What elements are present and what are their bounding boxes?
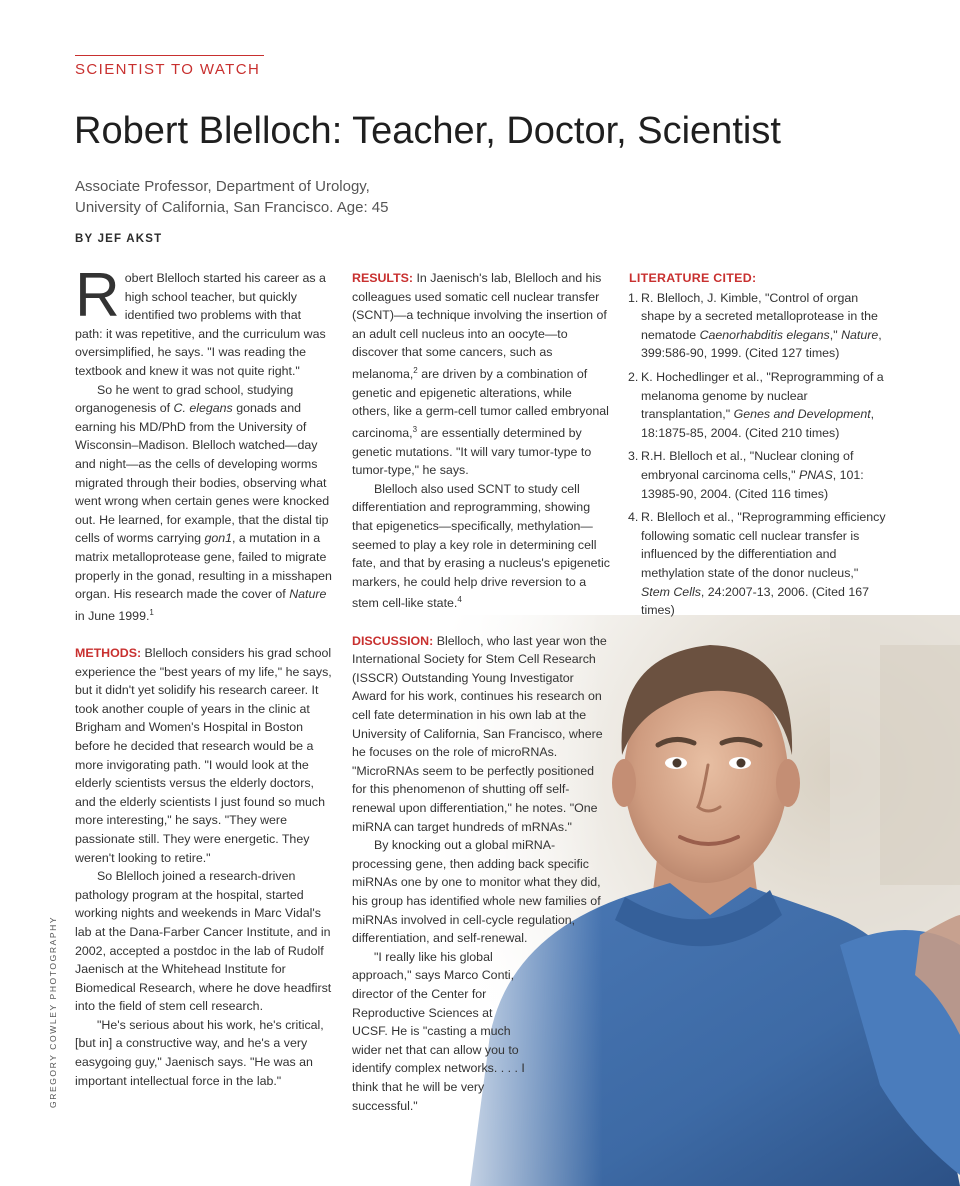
subtitle [75,176,595,218]
reference-item: 2. K. Hochedlinger et al., "Reprogramming of a melanoma genome by nuclear transplantation," Genes and Development, 18:1875-85, 2004. (Cited 210 times) [628,369,884,440]
paragraph: So Blelloch joined a research-driven pathology program at the hospital, started working nights and weekends in Marc Vidal's lab at the Dana-Farber Cancer Institute, and in 2002, accepted a postdoc in the lab of Rudolf Jaenisch at the Whitehead Institute for Biomedical Research, where he dove headfirst into the field of stem cell research. [75,869,332,1014]
intro-paragraph: Robert Blelloch started his career as a high school teacher, but quickly identified two problems with that path: it was repetitive, and the curriculum was oversimplified, he says. "I was reading the textbook and knew it was not quite right." [75,261,326,378]
drop-cap: R [75,261,120,330]
paragraph: Blelloch also used SCNT to study cell differentiation and reprogramming, showing that epigenetics—specifically, methylation—seemed to play a key role in determining cell fate, and that by erasing a nucleus's epigenetic markers, he could help drive reversion to a stem cell-like state.$^4$ [352,481,610,611]
discussion-heading: DISCUSSION: [352,633,434,648]
methods-paragraph: METHODS: Blelloch considers his grad school experience the "best years of my life," he says, but it didn't yet solidify his research career. It took another couple of years in the clinic at Brigham and Women's Hospital in Boston before he decided that research would be a more invigorating path. "I would look at the elderly scientists versus the elderly doctors, and the elderly scientists I just found so much more interesting," he says. "They were passionate still. They were energetic. They weren't looking to retire." [75,646,332,865]
reference-item: 4. R. Blelloch et al., "Reprogramming efficiency following somatic cell nuclear transfer is influenced by the differentiation and methylation state of the donor nucleus," Stem Cells, 24:2007-13, 2006. (Cited 167 times) [628,510,886,618]
literature-heading: LITERATURE CITED: [629,271,757,285]
article-column-2 [352,269,610,1115]
literature-cited [629,269,887,625]
page-title: Robert Blelloch: Teacher, Doctor, Scientist [74,110,781,152]
section-label: SCIENTIST TO WATCH [75,61,261,78]
discussion-paragraph: DISCUSSION: Blelloch, who last year won the International Society for Stem Cell Research (ISSCR) Outstanding Young Investigator Award for his work, continues his research on cell fate determination in his own lab at the University of California, San Francisco, where he focuses on the role of microRNAs. "MicroRNAs seem to be perfectly positioned for this phenomenon of shutting off self-renewal upon differentiation," he notes. "One miRNA can target hundreds of mRNAs." [352,633,607,834]
photo-credit: GREGORY COWLEY PHOTOGRAPHY [48,915,58,1108]
article-column-1 [75,261,332,1090]
reference-item: 3. R.H. Blelloch et al., "Nuclear cloning of embryonal carcinoma cells," PNAS, 101: 13985-90, 2004. (Cited 116 times) [628,449,864,501]
byline: BY JEF AKST [75,233,163,245]
results-heading: RESULTS: [352,271,414,285]
methods-heading: METHODS: [75,646,142,660]
subtitle-line-2: University of California, San Francisco. Age: 45 [75,199,389,216]
paragraph: So he went to grad school, studying organogenesis of C. elegans gonads and earning his MD/PhD from the University of Wisconsin–Madison. Blelloch watched—day and night—as the cells of developing worms migrated through their bodies, observing what went wrong when certain genes were knocked out. He learned, for example, that the distal tip cells of worms carrying gon1, a mutation in a matrix metalloprotease gene, failed to migrate properly in the gonad, resulting in a misshapen organ. His research made the cover of Nature in June 1999.$^1$ [75,382,332,623]
paragraph: By knocking out a global miRNA-processing gene, then adding back specific miRNAs one by one to monitor what they did, his group has identified whole new families of miRNAs involved in cell-cycle regulation, differentiation, and self-renewal. [352,838,601,946]
quote-paragraph: "I really like his global approach," says Marco Conti, director of the Center for Reproductive Sciences at UCSF. He is "casting a much wider net that can allow you to identify complex networks. . . . I think that he will be very successful." [352,949,525,1113]
results-paragraph: RESULTS: In Jaenisch's lab, Blelloch and his colleagues used somatic cell nuclear transfer (SCNT)—a technique involving the insertion of an adult cell nucleus into an oocyte—to discover that some cancers, such as melanoma,$^2$ are driven by a combination of genetic and epigenetic alterations, while others, like a germ-cell tumor called embryonal carcinoma,$^3$ are essentially determined by genetic mutations. "It will vary tumor-type to tumor-type," he says. [352,271,609,478]
section-rule [75,55,264,56]
reference-item: 1. R. Blelloch, J. Kimble, "Control of organ shape by a secreted metalloprotease in the nematode Caenorhabditis elegans," Nature, 399:586-90, 1999. (Cited 127 times) [628,290,882,361]
subtitle-line-1: Associate Professor, Department of Urology, [75,178,370,195]
paragraph: "He's serious about his work, he's critical, [but in] a constructive way, and he's a very easygoing guy," Jaenisch says. "He was an important intellectual force in the lab." [75,1017,324,1088]
